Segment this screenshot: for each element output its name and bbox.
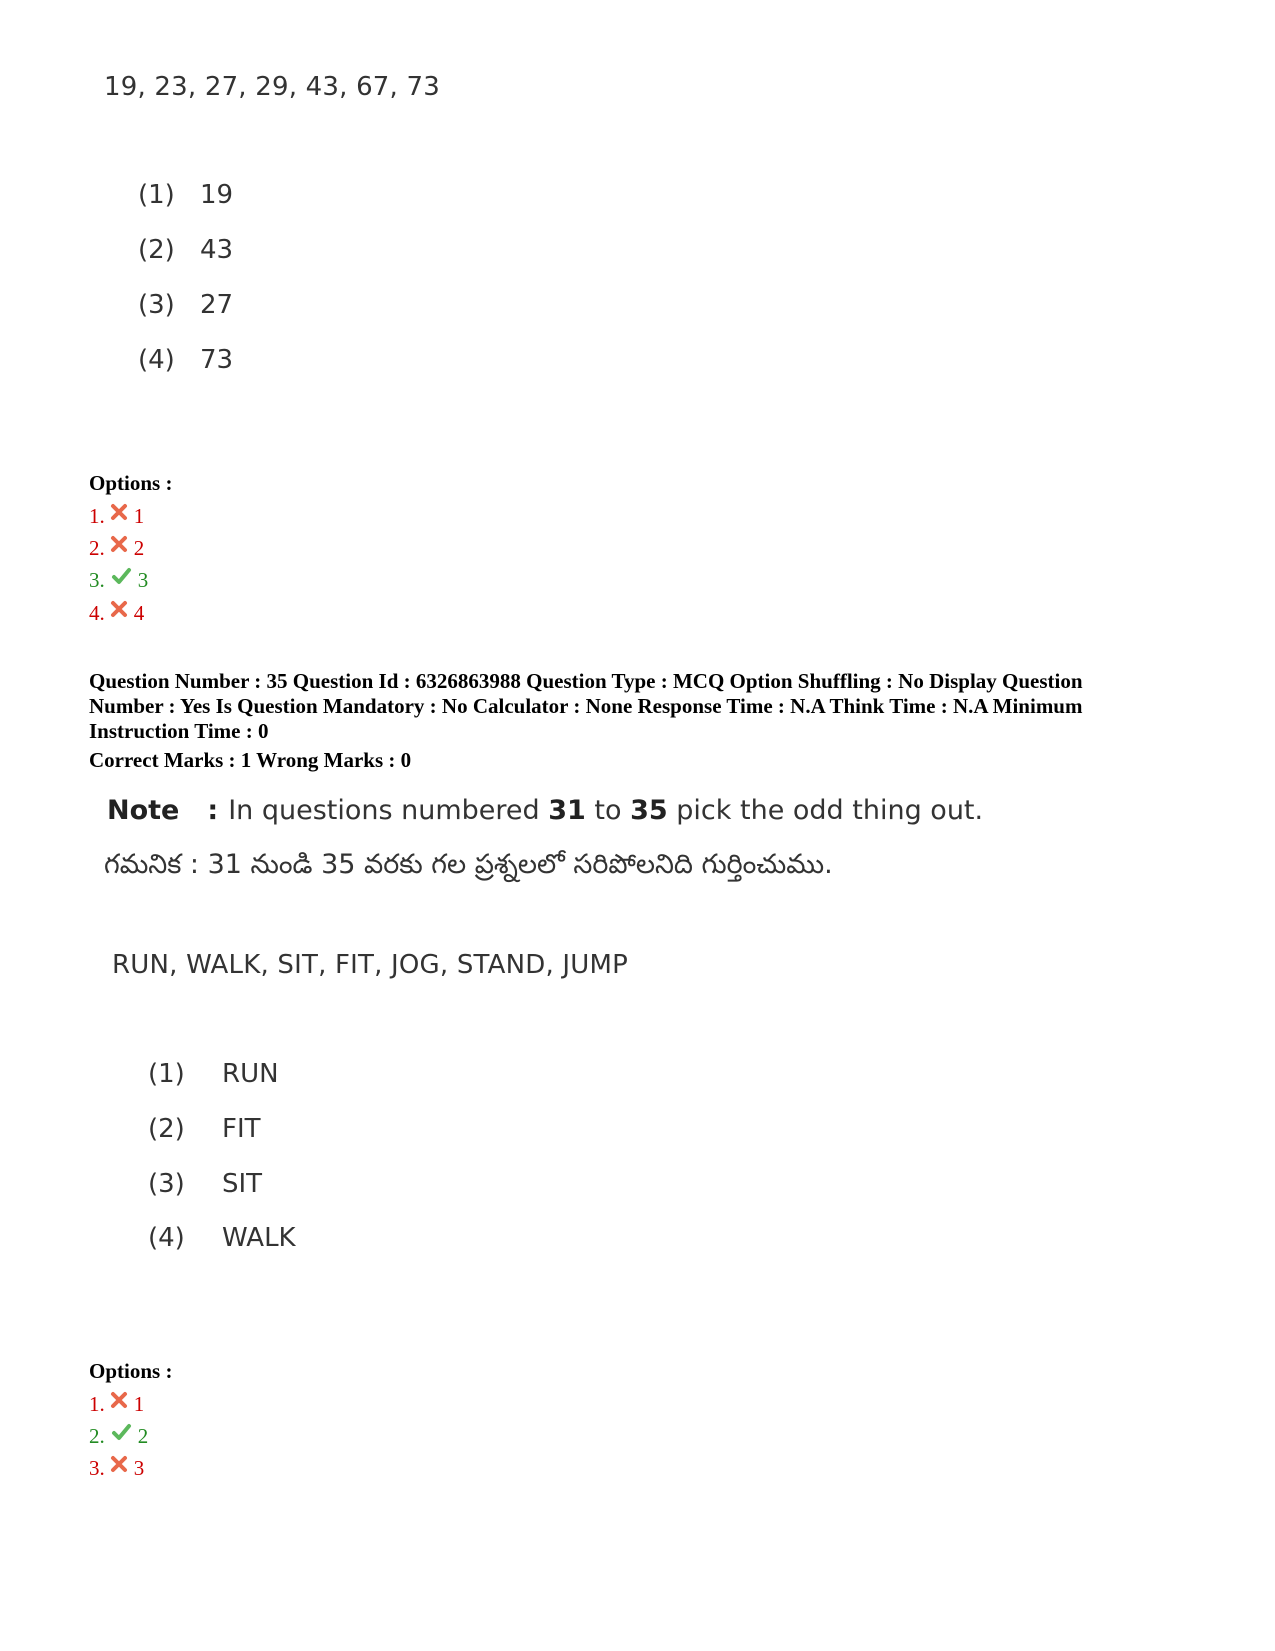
check-icon [110, 567, 132, 585]
q34-option [89, 568, 148, 593]
note-colon: : [207, 795, 219, 826]
option-number: 3. [89, 568, 105, 592]
q34-options-label: Options : [89, 471, 173, 495]
note-text: to [585, 795, 631, 826]
q35-word-sequence: RUN, WALK, SIT, FIT, JOG, STAND, JUMP [112, 950, 628, 980]
q34-choice [138, 290, 233, 320]
option-number: 2. [89, 1424, 105, 1448]
q34-option [89, 601, 144, 626]
choice-number: (2) [138, 235, 175, 265]
metadata-line: Question Number : 35 Question Id : 6326863988 Question Type : MCQ Option Shuffling : No Display Question [89, 669, 1083, 693]
option-number: 1. [89, 1392, 105, 1416]
cross-icon [110, 1455, 128, 1473]
q35-note [107, 795, 983, 826]
cross-icon [110, 600, 128, 618]
option-text: 1 [133, 1392, 145, 1416]
note-text: In questions numbered [228, 795, 549, 826]
q35-metadata [89, 669, 1209, 744]
choice-text: RUN [222, 1059, 279, 1089]
choice-number: (4) [148, 1223, 185, 1253]
choice-text: FIT [222, 1114, 261, 1144]
cross-icon [110, 503, 128, 521]
choice-number: (4) [138, 345, 175, 375]
q35-choice [148, 1223, 296, 1253]
note-text: pick the odd thing out. [667, 795, 984, 826]
choice-number: (1) [148, 1059, 185, 1089]
q35-option [89, 1456, 144, 1481]
note-number: 31 [548, 795, 586, 826]
choice-number: (1) [138, 180, 175, 210]
metadata-line: Instruction Time : 0 [89, 719, 269, 743]
option-number: 3. [89, 1456, 105, 1480]
option-text: 1 [133, 504, 145, 528]
choice-text: WALK [222, 1223, 296, 1253]
q34-option [89, 536, 144, 561]
q34-choice [138, 235, 233, 265]
choice-text: 43 [200, 235, 234, 265]
q35-choice [148, 1169, 262, 1199]
q35-marks: Correct Marks : 1 Wrong Marks : 0 [89, 748, 412, 772]
option-text: 2 [133, 536, 145, 560]
q35-option [89, 1392, 144, 1417]
check-icon [110, 1423, 132, 1441]
metadata-line: Number : Yes Is Question Mandatory : No Calculator : None Response Time : N.A Think Time : N.A Minimum [89, 694, 1083, 718]
choice-text: 73 [200, 345, 234, 375]
q34-choice [138, 180, 233, 210]
cross-icon [110, 535, 128, 553]
choice-text: 27 [200, 290, 234, 320]
option-text: 3 [133, 1456, 145, 1480]
option-number: 2. [89, 536, 105, 560]
option-text: 3 [137, 568, 149, 592]
choice-number: (3) [138, 290, 175, 320]
note-label: Note [107, 795, 180, 826]
option-text: 2 [137, 1424, 149, 1448]
q35-option [89, 1424, 148, 1449]
choice-text: 19 [200, 180, 234, 210]
note-number: 35 [630, 795, 668, 826]
q35-choice [148, 1114, 261, 1144]
q35-options-label: Options : [89, 1359, 173, 1383]
q34-option [89, 504, 144, 529]
q34-number-sequence: 19, 23, 27, 29, 43, 67, 73 [104, 72, 440, 102]
cross-icon [110, 1391, 128, 1409]
choice-text: SIT [222, 1169, 263, 1199]
q34-choice [138, 345, 233, 375]
q35-note-telugu: గమనిక : 31 నుండి 35 వరకు గల ప్రశ్నలలో సరిపోలనిది గుర్తించుము. [104, 849, 833, 880]
choice-number: (3) [148, 1169, 185, 1199]
option-number: 4. [89, 601, 105, 625]
choice-number: (2) [148, 1114, 185, 1144]
option-number: 1. [89, 504, 105, 528]
option-text: 4 [133, 601, 145, 625]
q35-choice [148, 1059, 279, 1089]
